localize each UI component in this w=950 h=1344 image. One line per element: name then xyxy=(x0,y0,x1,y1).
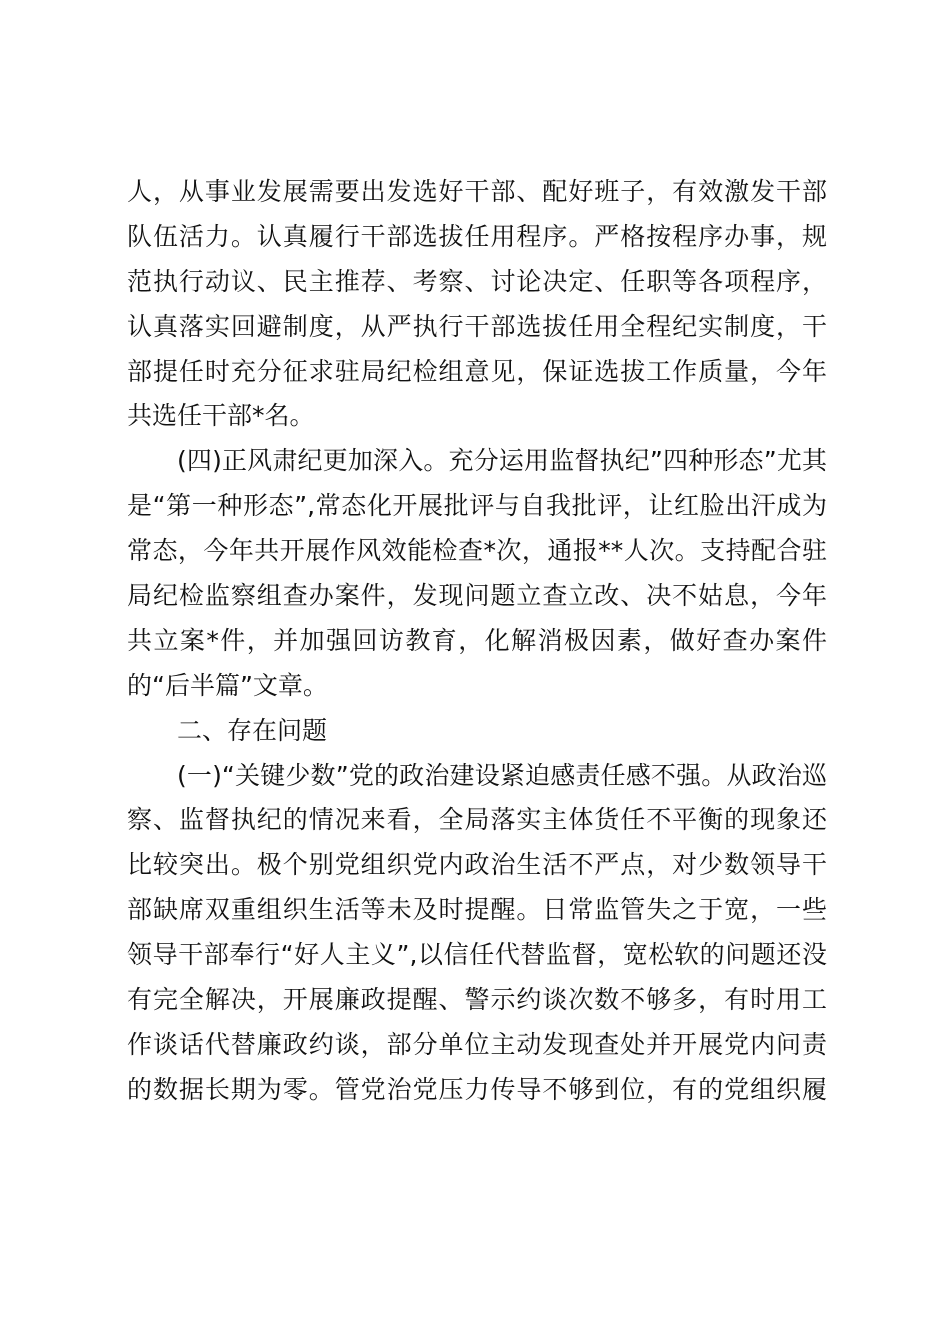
text-line: 人，从事业发展需要出发选好干部、配好班子，有效激发干部 xyxy=(127,177,827,206)
text-line: 是“第一种形态”,常态化开展批评与自我批评，让红脸出汗成为 xyxy=(127,491,827,521)
text-line: 作谈话代替廉政约谈，部分单位主动发现查处并开展党内问责 xyxy=(127,1029,827,1059)
text-line: 的“后半篇”文章。 xyxy=(127,670,328,700)
text-line: 认真落实回避制度，从严执行干部选拔任用全程纪实制度，干 xyxy=(127,311,827,341)
document-body xyxy=(127,170,827,1113)
text-line: 的数据长期为零。管党治党压力传导不够到位，有的党组织履 xyxy=(127,1074,827,1104)
text-line: 比较突出。极个别党组织党内政治生活不严点，对少数领导干 xyxy=(127,850,827,880)
section-heading: 二、存在问题 xyxy=(177,715,328,745)
text-line: 部提任时充分征求驻局纪检组意见，保证选拔工作质量，今年 xyxy=(127,356,827,386)
text-line: 部缺席双重组织生活等未及时提醒。日常监管失之于宽，一些 xyxy=(127,895,827,925)
text-line: 共选任干部*名。 xyxy=(127,401,315,431)
text-line: 领导干部奉行“好人主义”,以信任代替监督，宽松软的问题还没 xyxy=(127,940,827,970)
text-line: 范执行动议、民主推荐、考察、讨论决定、任职等各项程序， xyxy=(127,266,827,296)
text-line: 常态，今年共开展作风效能检查*次，通报**人次。支持配合驻 xyxy=(127,536,827,566)
paragraph-start-line: (一)“关键少数”党的政治建设紧迫感责任感不强。从政治巡 xyxy=(177,760,827,790)
text-line: 队伍活力。认真履行干部选拔任用程序。严格按程序办事，规 xyxy=(127,221,827,251)
paragraph-start-line: (四)正风肃纪更加深入。充分运用监督执纪”四种形态”尤其 xyxy=(177,446,827,476)
text-line: 局纪检监察组查办案件，发现问题立查立改、决不姑息，今年 xyxy=(127,581,827,611)
text-line: 共立案*件，并加强回访教育，化解消极因素，做好查办案件 xyxy=(127,625,827,655)
text-line: 察、监督执纪的情况来看，全局落实主体货任不平衡的现象还 xyxy=(127,805,827,835)
text-line: 有完全解决，开展廉政提醒、警示约谈次数不够多，有时用工 xyxy=(127,985,827,1015)
